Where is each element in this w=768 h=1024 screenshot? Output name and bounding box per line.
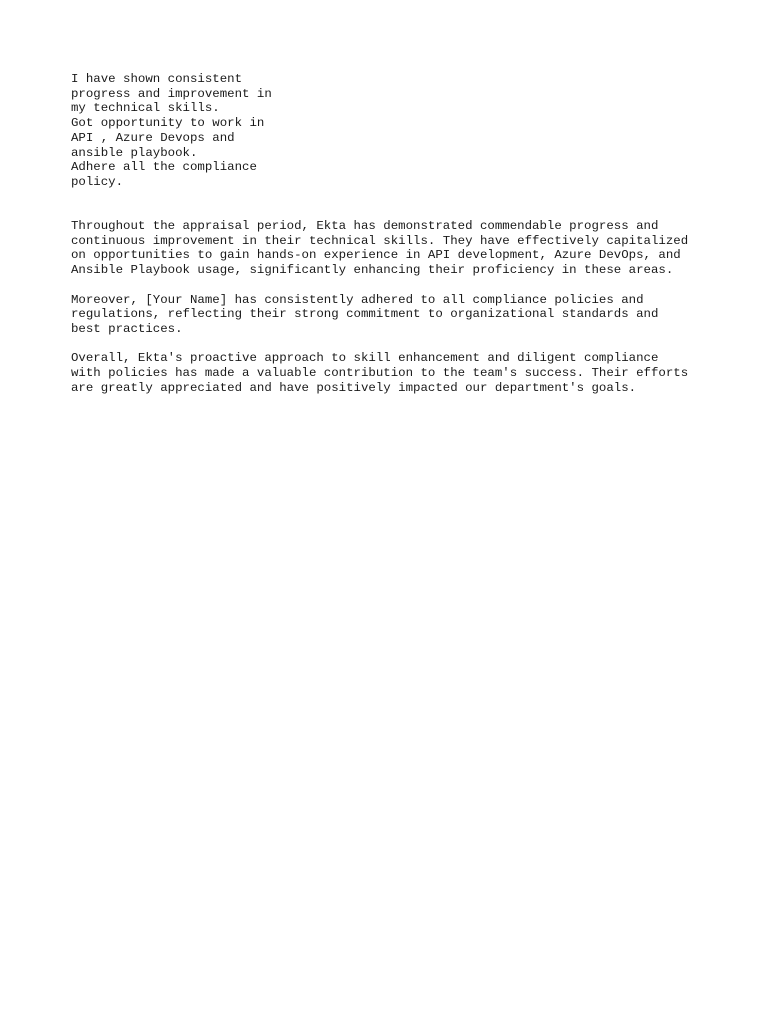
notes-line: my technical skills. (71, 101, 220, 116)
appraisal-text (71, 219, 731, 410)
notes-line: policy. (71, 174, 124, 189)
notes-line: Got opportunity to work in (71, 116, 265, 131)
notes-line: progress and improvement in (71, 86, 272, 101)
notes-line: ansible playbook. (71, 145, 198, 160)
appraisal-paragraph-progress: Throughout the appraisal period, Ekta has demonstrated commendable progress and continuous improvement in their technical skills. They have effectively capitalized on opportunities to gain hands-on experience in API development, Azure DevOps, and Ansible Playbook usage, significantly enhancing their proficiency in these areas. (71, 219, 689, 278)
self-assessment-notes (71, 72, 272, 190)
appraisal-paragraph-overall: Overall, Ekta's proactive approach to skill enhancement and diligent compliance with policies has made a valuable contribution to the team's success. Their efforts are greatly appreciated and have positively impacted our department's goals. (71, 351, 689, 395)
notes-line: I have shown consistent (71, 72, 243, 86)
notes-line: Adhere all the compliance (71, 160, 257, 175)
notes-line: API , Azure Devops and (71, 130, 235, 145)
appraisal-paragraph-compliance: Moreover, [Your Name] has consistently adhered to all compliance policies and regulations, reflecting their strong commitment to organizational standards and best practices. (71, 292, 659, 336)
